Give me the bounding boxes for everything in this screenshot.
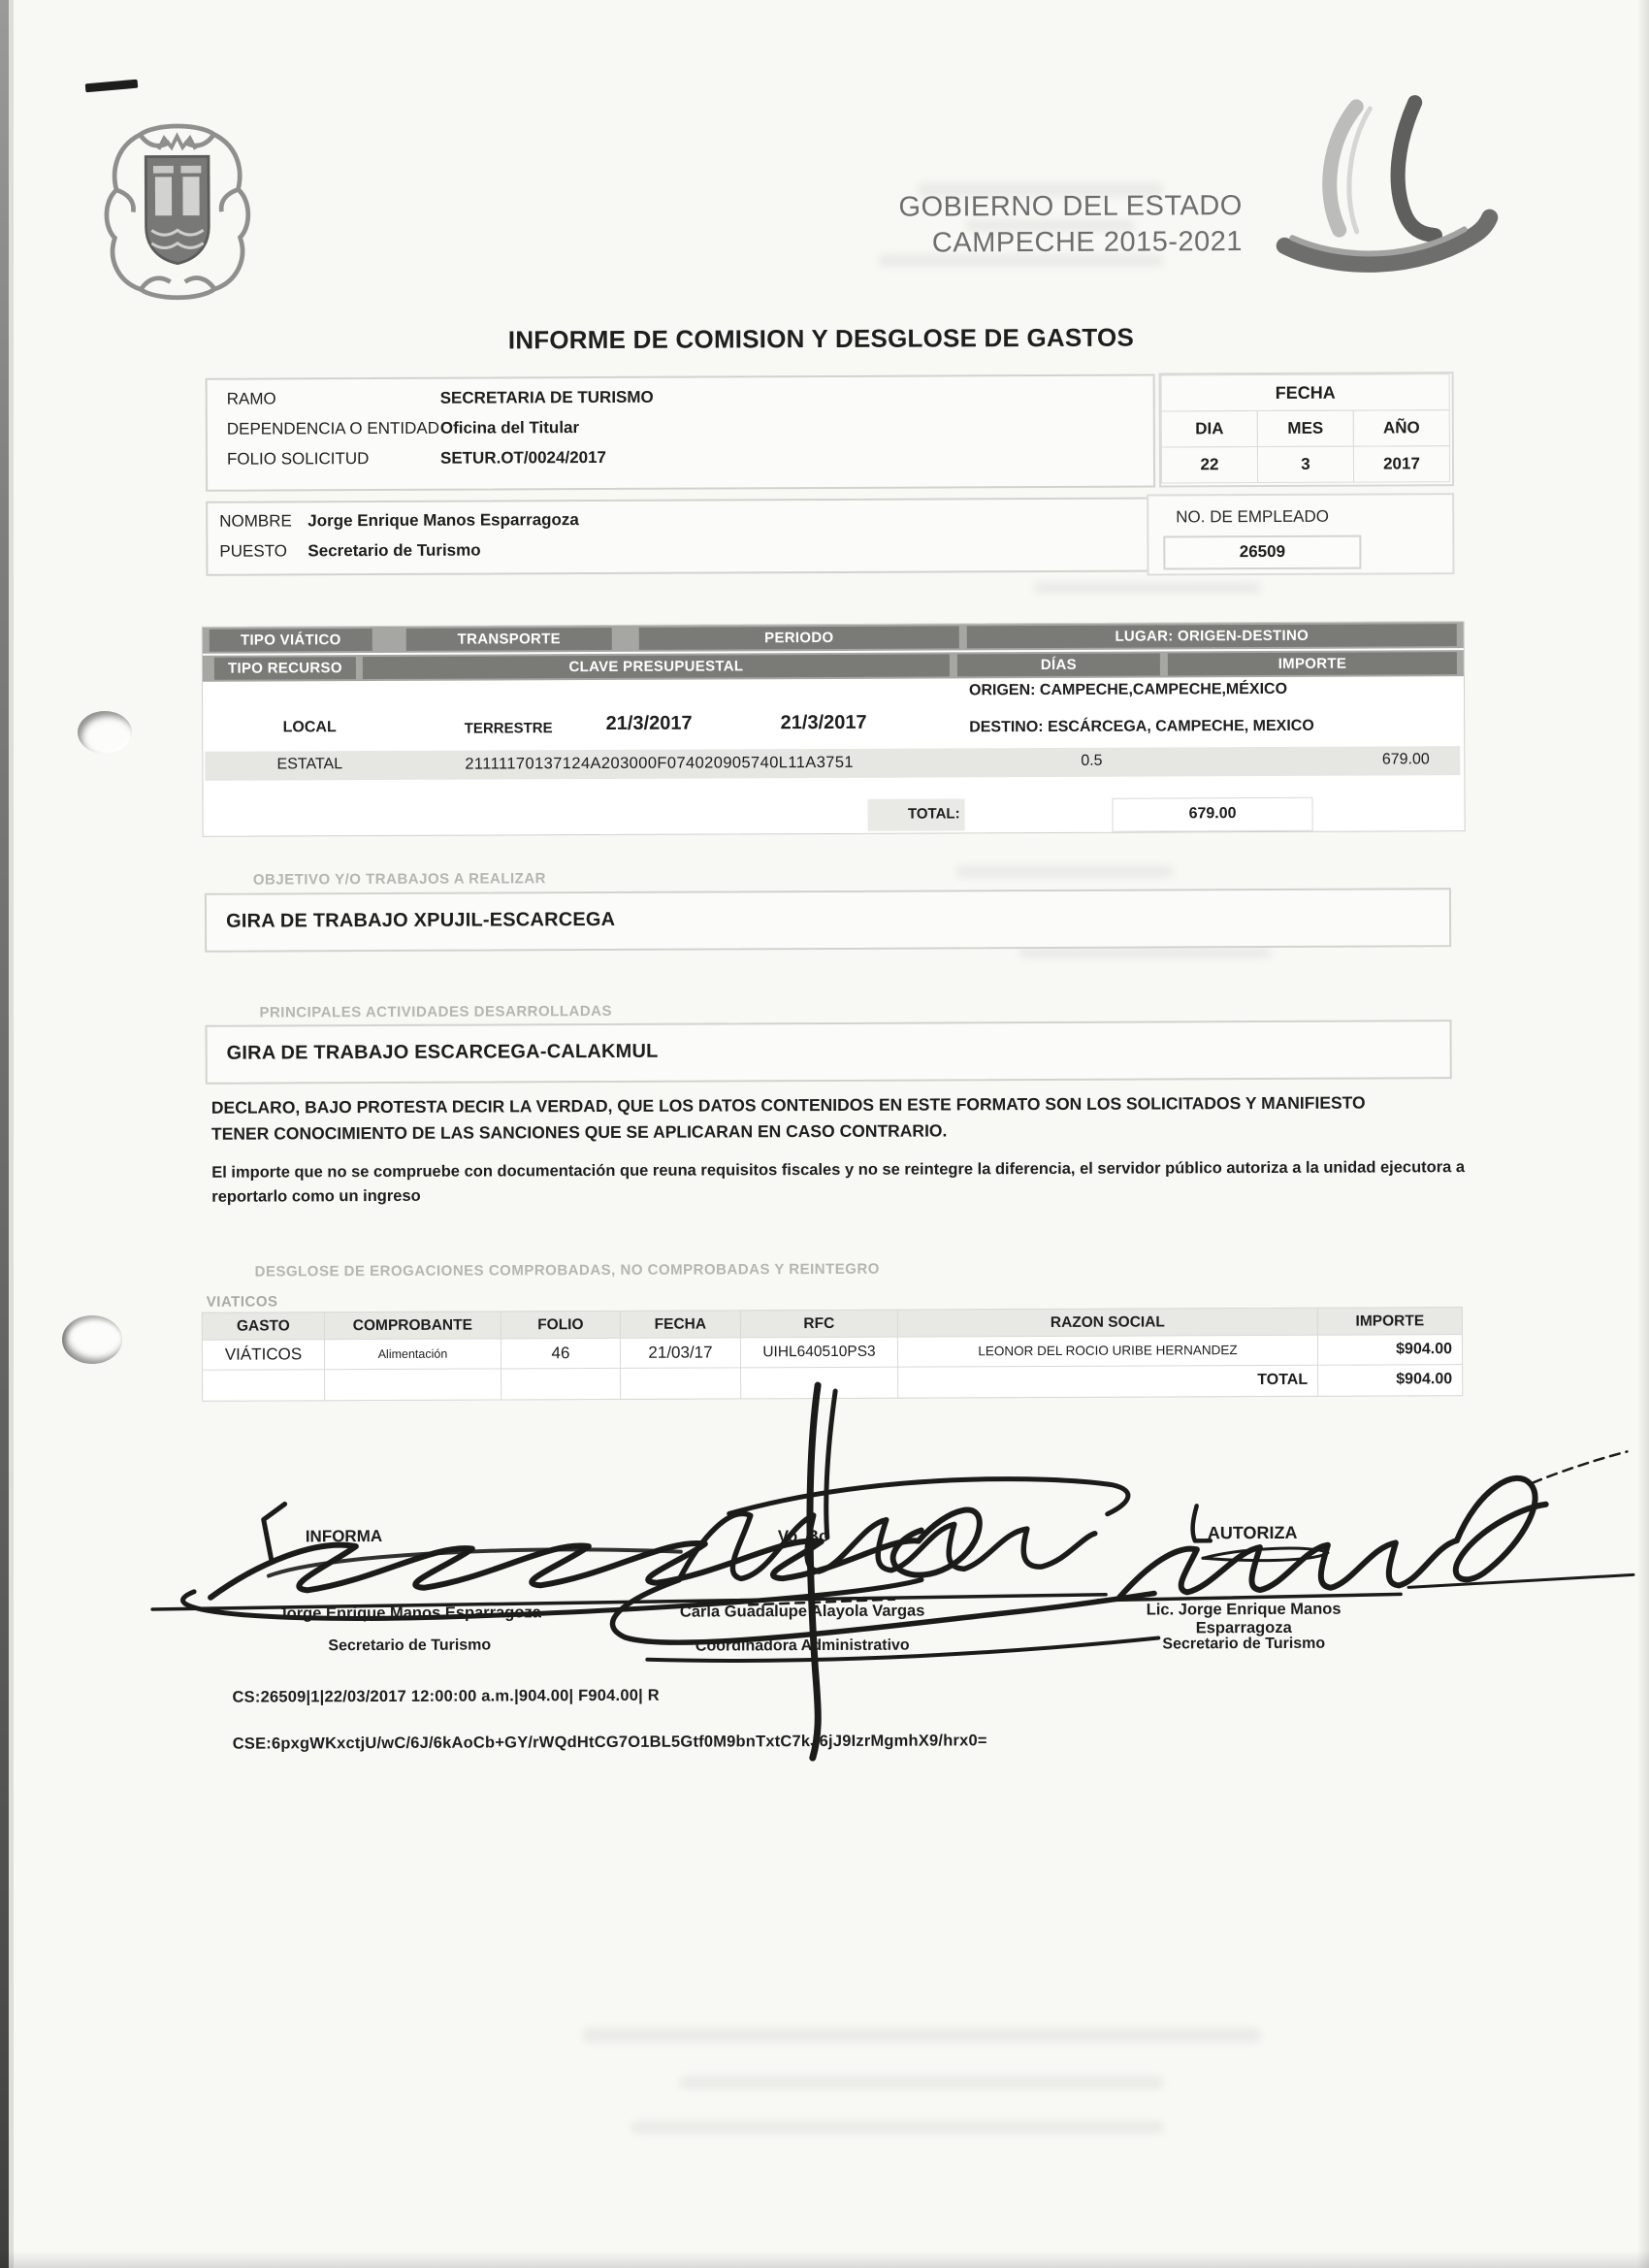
scan-bottom-shadow	[0, 2251, 1649, 2268]
folio-value: SETUR.OT/0024/2017	[439, 447, 607, 468]
vobo-label: Vo. Bo	[777, 1526, 829, 1546]
empleado-box	[1147, 493, 1454, 575]
header-lugar: LUGAR: ORIGEN-DESTINO	[967, 624, 1457, 648]
nombre-value: Jorge Enrique Manos Esparragoza	[307, 510, 579, 531]
declaracion-line2: TENER CONOCIMIENTO DE LAS SANCIONES QUE SE APLICARAN EN CASO CONTRARIO.	[210, 1120, 948, 1144]
declaracion	[211, 1089, 1463, 1148]
brand-period: CAMPECHE 2015-2021	[931, 226, 1244, 259]
periodo-inicio-value: 21/3/2017	[605, 712, 693, 734]
desglose-empty-cell	[325, 1369, 501, 1400]
desglose-importe: $904.00	[1318, 1335, 1462, 1365]
cs-line: CS:26509|1|22/03/2017 12:00:00 a.m.|904.00| F904.00| R	[232, 1686, 660, 1706]
firma3-cargo: Secretario de Turismo	[1162, 1635, 1326, 1653]
empleado-label: NO. DE EMPLEADO	[1176, 506, 1330, 527]
header-transporte: TRANSPORTE	[406, 628, 612, 651]
desglose-rfc: UIHL640510PS3	[741, 1338, 897, 1368]
brand-text	[801, 188, 1243, 262]
folio-label: FOLIO SOLICITUD	[226, 449, 370, 469]
firma2-nombre: Carla Guadalupe Alayola Vargas	[679, 1602, 925, 1621]
viaticos-total-value: 679.00	[1188, 805, 1237, 823]
transporte-value: TERRESTRE	[464, 720, 553, 737]
cse-line: CSE:6pxgWKxctjU/wC/6J/6kAoCb+GY/rWQdHtCG7O1BL5Gtf0M9bnTxtC7kJ6jJ9IzrMgmhX9/hrx0=	[232, 1732, 987, 1753]
destino-value: DESTINO: ESCÁRCEGA, CAMPECHE, MEXICO	[969, 717, 1314, 736]
desglose-header-rfc: RFC	[741, 1311, 897, 1338]
autoriza-label: AUTORIZA	[1207, 1522, 1298, 1543]
desglose-header-fecha: FECHA	[621, 1311, 740, 1338]
signature-autoriza	[1087, 1449, 1641, 1655]
objetivo-box	[205, 888, 1451, 953]
header-dias: DÍAS	[957, 653, 1160, 676]
info-box	[206, 374, 1156, 492]
tipo-viatico-value: LOCAL	[282, 719, 337, 736]
fecha-mes-value: 3	[1257, 446, 1354, 483]
scan-right-shadow	[1636, 0, 1649, 2268]
desglose-header-folio: FOLIO	[501, 1312, 620, 1339]
declaracion-line1: DECLARO, BAJO PROTESTA DECIR LA VERDAD, QUE LOS DATOS CONTENIDOS EN ESTE FORMATO SON LOS SOLICITADOS Y MANIFIESTO	[210, 1092, 1366, 1118]
crest-icon	[84, 116, 270, 307]
ramo-label: RAMO	[226, 389, 276, 408]
dependencia-label: DEPENDENCIA O ENTIDAD	[226, 418, 440, 438]
desglose-header-gasto: GASTO	[203, 1312, 324, 1340]
importe-value: 679.00	[1381, 751, 1430, 768]
desglose-header-importe: IMPORTE	[1318, 1308, 1462, 1335]
punch-hole-top	[78, 711, 132, 754]
origen-value: ORIGEN: CAMPECHE,CAMPECHE,MÉXICO	[968, 680, 1288, 699]
tipo-recurso-value: ESTATAL	[276, 756, 343, 773]
dias-value: 0.5	[1081, 752, 1103, 769]
header-tipo-viatico: TIPO VIÁTICO	[210, 629, 372, 652]
firma1-nombre: Jorge Enrique Manos Esparragoza	[277, 1604, 541, 1623]
empleado-numero: 26509	[1239, 541, 1286, 562]
header-periodo: PERIODO	[639, 626, 959, 649]
actividades-value: GIRA DE TRABAJO ESCARCEGA-CALAKMUL	[226, 1040, 659, 1064]
punch-hole-bottom	[62, 1315, 122, 1364]
firma2-cargo: Coordinadora Administrativo	[695, 1636, 910, 1655]
nombre-label: NOMBRE	[219, 511, 292, 531]
desglose-gasto: VIÁTICOS	[203, 1340, 324, 1370]
desglose-fecha: 21/03/17	[621, 1338, 740, 1368]
page-title: INFORME DE COMISION Y DESGLOSE DE GASTOS	[507, 322, 1135, 355]
periodo-fin-value: 21/3/2017	[780, 711, 867, 734]
fecha-ano-value: 2017	[1353, 445, 1450, 482]
desglose-header-comprobante: COMPROBANTE	[325, 1312, 501, 1339]
desglose-label: DESGLOSE DE EROGACIONES COMPROBADAS, NO COMPROBADAS Y REINTEGRO	[254, 1260, 881, 1280]
dependencia-value: Oficina del Titular	[439, 418, 580, 437]
empleado-value-box	[1163, 535, 1361, 570]
ramo-value: SECRETARIA DE TURISMO	[439, 387, 654, 407]
desglose-header-razon-social: RAZON SOCIAL	[898, 1309, 1317, 1337]
viaticos-sublabel: VIATICOS	[206, 1293, 278, 1311]
nota-line2: reportarlo como un ingreso	[211, 1186, 421, 1206]
puesto-label: PUESTO	[219, 541, 288, 561]
fecha-col-ano: AÑO	[1353, 409, 1450, 446]
actividades-label: PRINCIPALES ACTIVIDADES DESARROLLADAS	[259, 1002, 613, 1021]
firma3-nombre: Lic. Jorge Enrique Manos Esparragoza	[1146, 1600, 1342, 1637]
fecha-col-mes: MES	[1257, 410, 1354, 447]
viaticos-header-row1	[203, 622, 1464, 654]
fecha-dia-value: 22	[1161, 446, 1258, 483]
objetivo-value: GIRA DE TRABAJO XPUJIL-ESCARCEGA	[225, 908, 616, 932]
nota-importe	[211, 1155, 1472, 1210]
desglose-total-label: TOTAL	[898, 1366, 1317, 1398]
persona-box	[206, 498, 1155, 576]
fecha-title: FECHA	[1161, 373, 1450, 411]
fecha-col-dia: DIA	[1161, 410, 1258, 447]
firma1-cargo: Secretario de Turismo	[328, 1636, 492, 1655]
scan-left-edge2	[9, 0, 14, 2268]
viaticos-total-box	[1112, 797, 1312, 832]
header-tipo-recurso: TIPO RECURSO	[214, 657, 356, 680]
fecha-box	[1159, 372, 1455, 487]
viaticos-total-label: TOTAL:	[907, 805, 960, 823]
puesto-value: Secretario de Turismo	[307, 540, 481, 561]
desglose-total-value: $904.00	[1318, 1365, 1462, 1396]
desglose-comprobante: Alimentación	[325, 1339, 501, 1369]
scan-left-edge	[0, 0, 9, 2268]
brand-government: GOBIERNO DEL ESTADO	[898, 190, 1243, 223]
viaticos-table	[202, 621, 1466, 837]
clave-value: 21111170137124A203000F074020905740L11A3751	[465, 753, 855, 773]
objetivo-label: OBJETIVO Y/O TRABAJOS A REALIZAR	[252, 870, 547, 889]
nota-line1: El importe que no se compruebe con documentación que reuna requisitos fiscales y no se reintegre la diferencia, el servidor público autoriza a la unidad ejecutora a	[211, 1158, 1466, 1182]
desglose-razon-social: LEONOR DEL ROCIO URIBE HERNANDEZ	[898, 1336, 1317, 1367]
header-clave-presupuestal: CLAVE PRESUPUESTAL	[363, 654, 950, 679]
informa-label: INFORMA	[305, 1526, 383, 1546]
desglose-folio: 46	[501, 1339, 620, 1369]
brand-logo-icon	[1246, 92, 1511, 279]
desglose-empty-cell	[203, 1370, 324, 1401]
actividades-box	[206, 1020, 1452, 1085]
viaticos-header-row2	[203, 650, 1464, 682]
header-importe: IMPORTE	[1168, 652, 1457, 675]
